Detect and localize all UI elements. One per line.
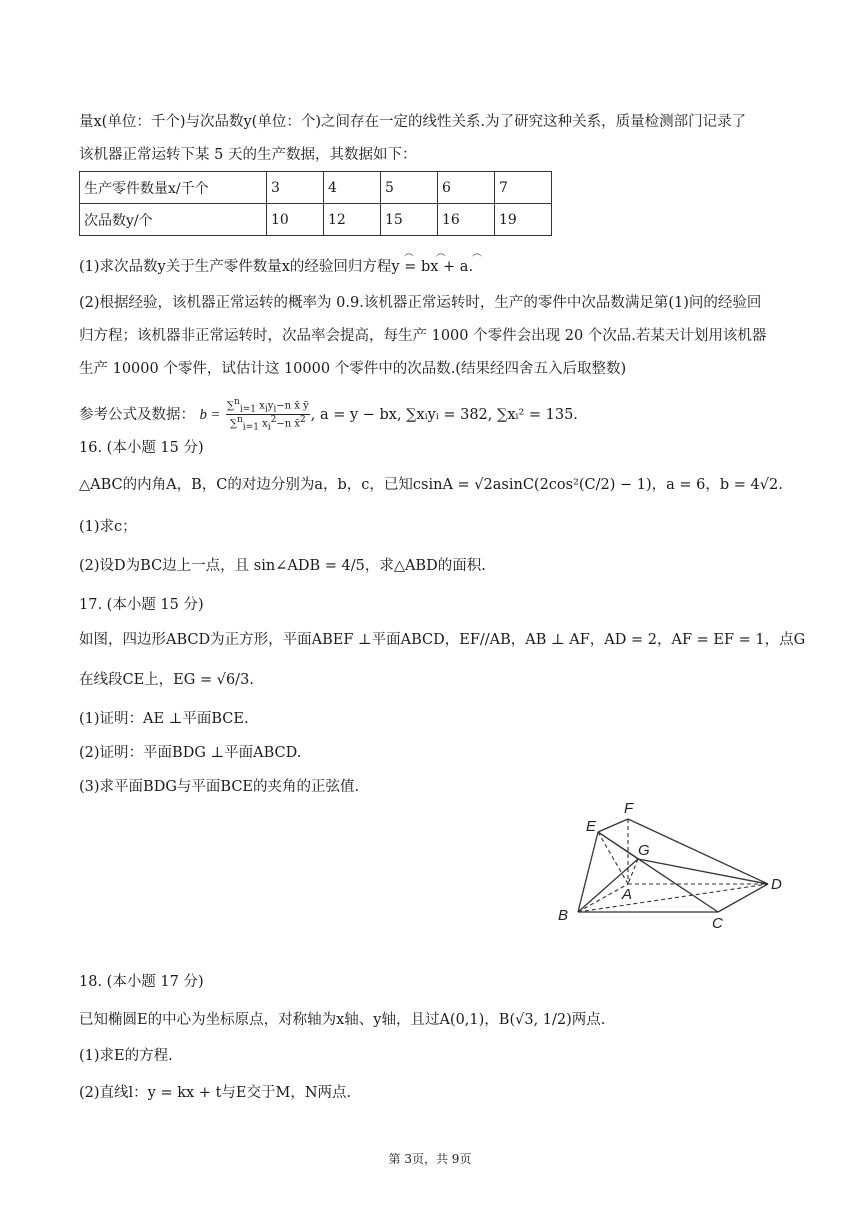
hat-mark: ︵ [436, 248, 446, 259]
label-c: C [712, 915, 723, 932]
q18-stem: 已知椭圆E的中心为坐标原点，对称轴为x轴、y轴，且过A(0,1)，B(√3, 1/2)两点. [79, 1012, 606, 1028]
table-cell: 4 [324, 172, 381, 204]
table-cell: 6 [438, 172, 495, 204]
label-a: A [622, 886, 633, 903]
geometry-figure [550, 795, 790, 940]
table-row [80, 204, 552, 236]
q16-header: 16. (本小题 15 分) [79, 440, 204, 456]
q15-part-2-line-2: 归方程；该机器非正常运转时，次品率会提高，每生产 1000 个零件会出现 20 个次品.若某天计划用该机器 [79, 328, 767, 344]
label-e: E [586, 818, 597, 835]
q17-stem-line-2: 在线段CE上，EG = √6/3. [79, 672, 254, 688]
q15-part-2-line-1: (2)根据经验，该机器正常运转的概率为 0.9.该机器正常运转时，生产的零件中次品数满足第(1)问的经验回 [79, 295, 762, 311]
q15-part-1: (1)求次品数y关于生产零件数量x的经验回归方程y = bx + a. [79, 259, 474, 275]
reference-tail: a = y − bx, ∑xᵢyᵢ = 382, ∑xᵢ² = 135. [319, 406, 578, 423]
q17-part-3: (3)求平面BDG与平面BCE的夹角的正弦值. [79, 779, 360, 795]
intro-line-2: 该机器正常运转下某 5 天的生产数据，其数据如下： [79, 147, 417, 163]
label-g: G [638, 842, 650, 859]
table-cell: 次品数y/个 [80, 204, 267, 236]
q18-part-2: (2)直线l：y = kx + t与E交于M，N两点. [79, 1085, 352, 1101]
table-cell: 5 [381, 172, 438, 204]
table-cell: 生产零件数量x/千个 [80, 172, 267, 204]
q15-reference: 参考公式及数据： b = $\frac{\sum^n_{i=1} x_iy_i-n x̄ ȳ}{\sum^n_{i=1} x_i^2-n x̄^2}$ , a = y − bx, ∑xᵢyᵢ = 382, ∑xᵢ² = 135. [79, 397, 578, 433]
label-d: D [771, 876, 782, 893]
table-cell: 3 [267, 172, 324, 204]
q18-header: 18. (本小题 17 分) [79, 974, 204, 990]
q16-part-2: (2)设D为BC边上一点，且 sin∠ADB = 4/5，求△ABD的面积. [79, 558, 486, 574]
hat-mark: ︵ [472, 248, 482, 259]
q17-stem-line-1: 如图，四边形ABCD为正方形，平面ABEF ⊥平面ABCD，EF//AB，AB ⊥ AF，AD = 2，AF = EF = 1，点G [79, 632, 806, 648]
hat-mark: ︵ [404, 248, 414, 259]
table-cell: 12 [324, 204, 381, 236]
q18-part-1: (1)求E的方程. [79, 1048, 173, 1064]
label-f: F [624, 800, 634, 817]
q17-part-2: (2)证明：平面BDG ⊥平面ABCD. [79, 745, 302, 761]
table-cell: 19 [495, 204, 552, 236]
table-cell: 7 [495, 172, 552, 204]
data-table [79, 171, 552, 236]
q16-stem: △ABC的内角A，B，C的对边分别为a，b，c，已知csinA = √2asinC(2cos²(C/2) − 1)，a = 6，b = 4√2. [79, 477, 783, 493]
q17-header: 17. (本小题 15 分) [79, 597, 204, 613]
table-cell: 15 [381, 204, 438, 236]
table-row [80, 172, 552, 204]
q17-part-1: (1)证明：AE ⊥平面BCE. [79, 711, 249, 727]
label-b: B [558, 907, 569, 924]
table-cell: 10 [267, 204, 324, 236]
formula-b: b = [199, 406, 221, 423]
q15-part-2-line-3: 生产 10000 个零件，试估计这 10000 个零件中的次品数.(结果经四舍五入后取整数) [79, 361, 627, 377]
table-cell: 16 [438, 204, 495, 236]
reference-label: 参考公式及数据： [79, 406, 195, 423]
page-number: 第 3页，共 9页 [388, 1152, 472, 1166]
intro-line-1: 量x(单位：千个)与次品数y(单位：个)之间存在一定的线性关系.为了研究这种关系，质量检测部门记录了 [79, 114, 747, 130]
q16-part-1: (1)求c； [79, 519, 137, 535]
formula-fraction: $\frac{\sum^n_{i=1} x_iy_i-n x̄ ȳ}{\sum^n_{i=1} x_i^2-n x̄^2}$ [226, 397, 309, 433]
